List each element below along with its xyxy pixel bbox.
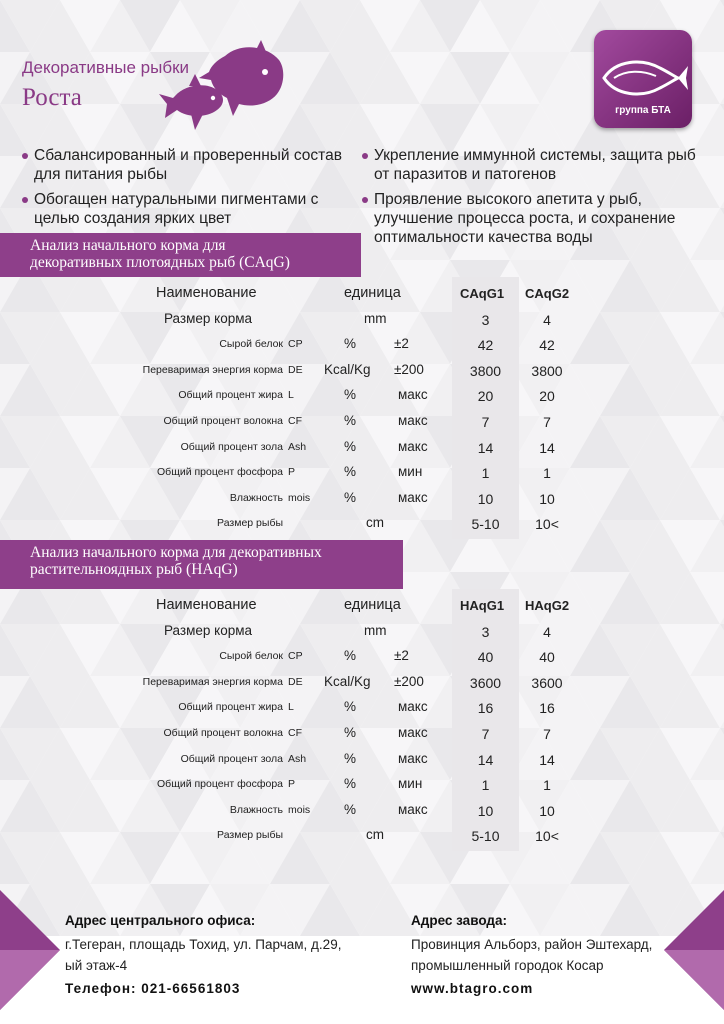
table2-row-name: Переваримая энергия корма: [142, 675, 283, 688]
table1-row-value1: 14: [477, 439, 494, 456]
table2-row-name: Общий процент жира: [178, 701, 283, 714]
table1-row-name: Размер рыбы: [217, 517, 283, 530]
table1-header-col1: CAqG1: [460, 286, 505, 301]
table1-row-tolerance: макс: [398, 387, 428, 403]
table1-row-value1: 1: [481, 465, 490, 482]
footer-left-decoration: [0, 890, 64, 1010]
table2-row-tolerance: макс: [398, 750, 428, 766]
table1-row-abbr: L: [288, 389, 294, 402]
table2-row-value1: 7: [481, 726, 490, 742]
table1-row-name: Влажность: [229, 491, 283, 504]
table1-row-name: Общий процент фосфора: [157, 466, 283, 479]
table2-row-name: Общий процент волокна: [163, 727, 283, 739]
table2-row-tolerance: макс: [398, 801, 428, 817]
table2-row-unit: %: [344, 725, 357, 740]
table1-row-value1: 3800: [469, 362, 502, 379]
table1-row-unit: Kcal/Kg: [324, 361, 371, 377]
table1-row-value2: 7: [543, 414, 551, 430]
table1-row-unit: %: [344, 438, 357, 454]
table1-row-unit: cm: [366, 515, 384, 531]
office-title: Адрес центрального офиса:: [65, 913, 256, 928]
table1-row-value1: 7: [481, 414, 490, 430]
table2-title-line1: Анализ начального корма для декоративных: [30, 544, 322, 561]
table2-row-name: Сырой белок: [219, 650, 283, 663]
table2-row-abbr: DE: [288, 675, 303, 688]
table2-title-band: [0, 540, 403, 589]
table2-row-name: Размер рыбы: [217, 829, 283, 842]
brand-subtitle: Декоративные рыбки: [22, 58, 190, 77]
table2-title-line2: растительноядных рыб (HAqG): [30, 561, 238, 578]
office-address-line2: ый этаж-4: [65, 958, 128, 973]
table1-row-abbr: mois: [288, 491, 311, 504]
table1-row-tolerance: макс: [398, 489, 428, 505]
table2-row-tolerance: мин: [398, 776, 423, 792]
footer-right-decoration: [660, 890, 724, 1010]
table2-row-value2: 14: [539, 751, 555, 768]
table2-row-name: Общий процент зола: [180, 752, 283, 765]
table2-header-name: Наименование: [156, 597, 257, 613]
table2-row-tolerance: макс: [398, 699, 428, 715]
table2-row-value2: 40: [539, 649, 555, 666]
table1-title-line2: декоративных плотоядных рыб (CAqG): [30, 254, 290, 271]
table2-row-name: Общий процент фосфора: [157, 778, 283, 791]
factory-address-line1: Провинция Альборз, район Эштехард,: [411, 937, 653, 952]
table2-row-unit: %: [344, 776, 357, 792]
table2-row-value2: 10<: [535, 828, 559, 845]
table2-row-abbr: CP: [288, 650, 303, 663]
bullet-item: Укрепление иммунной системы, защита рыб от паразитов и патогенов: [362, 146, 702, 184]
brand-title: Роста: [22, 84, 82, 111]
table2-row-value1: 14: [477, 751, 494, 768]
table1-row-abbr: DE: [288, 363, 303, 376]
table2-row-abbr: P: [288, 778, 296, 791]
table2-row-value1: 10: [477, 802, 494, 819]
office-address-line1: г.Тегеран, площадь Тохид, ул. Парчам, д.29,: [65, 937, 342, 952]
logo-label: группа БТА: [615, 105, 671, 116]
table1-row-unit: %: [344, 387, 357, 403]
table1-row-tolerance: мин: [398, 464, 423, 480]
fish-illustration-icon: [155, 38, 295, 133]
table1-row-name: Переваримая энергия корма: [142, 363, 283, 376]
office-phone: Телефон: 021-66561803: [65, 981, 241, 996]
table2-row-value2: 16: [539, 700, 555, 717]
table1-row-name: Общий процент зола: [180, 440, 283, 453]
table1-header-col2: CAqG2: [525, 286, 570, 301]
table2-row-abbr: L: [288, 701, 294, 714]
table1-row-unit: %: [344, 413, 357, 428]
bullet-item: Проявление высокого апетита у рыб, улучшение процесса роста, и сохранение оптимальности качества воды: [362, 190, 702, 247]
table1-row-abbr: CP: [288, 338, 303, 351]
table2-row-abbr: mois: [288, 803, 311, 816]
table1-row-value1: 3: [481, 311, 490, 328]
table1-row-abbr: CF: [288, 415, 302, 427]
table1-row-tolerance: ±2: [394, 336, 409, 352]
table1-row-tolerance: макс: [398, 438, 428, 454]
table2-row-value2: 10: [539, 802, 555, 819]
table1-row-value1: 42: [477, 337, 494, 354]
table1-row-value1: 20: [477, 388, 494, 405]
website-link[interactable]: www.btagro.com: [411, 981, 534, 996]
table2-row-abbr: CF: [288, 727, 302, 739]
factory-address-line2: промышленный городок Косар: [411, 958, 604, 973]
table1-row-name: Сырой белок: [219, 338, 283, 351]
table1-row-unit: %: [344, 464, 357, 480]
bullet-item: Сбалансированный и проверенный состав для питания рыбы: [22, 146, 352, 184]
table1-row-name: Размер корма: [164, 310, 253, 326]
bta-logo: [594, 30, 692, 128]
table1-title-band: [0, 233, 361, 277]
table2-header-unit: единица: [344, 597, 401, 613]
bullets-left: [22, 146, 352, 234]
table1-row-name: Общий процент волокна: [163, 415, 283, 427]
table2-row-unit: %: [344, 801, 357, 817]
table2-row-value1: 3600: [469, 674, 502, 691]
table1-row-unit: %: [344, 336, 357, 352]
table2-row-tolerance: макс: [398, 725, 428, 740]
table2-row-value1: 16: [477, 700, 494, 717]
table2-row-value2: 3600: [531, 674, 563, 691]
table2-row-tolerance: ±2: [394, 648, 409, 664]
table1-header-name: Наименование: [156, 285, 257, 301]
table1-row-value2: 3800: [531, 362, 563, 379]
table1-row-value2: 20: [539, 388, 555, 405]
table2-row-unit: cm: [366, 827, 384, 843]
table2-header-col1: HAqG1: [460, 598, 505, 613]
table1-header-unit: единица: [344, 285, 401, 301]
bullets-right: [362, 146, 702, 253]
table2-row-value1: 5-10: [471, 828, 500, 845]
table1-row-value2: 42: [539, 337, 555, 354]
table1-row-value2: 14: [539, 439, 555, 456]
table1-row-value2: 10: [539, 490, 555, 507]
table1-row-value1: 10: [477, 490, 494, 507]
factory-title: Адрес завода:: [411, 913, 507, 928]
table2-row-name: Размер корма: [164, 622, 253, 638]
table2-row-value1: 3: [481, 623, 490, 640]
table1-row-value2: 4: [543, 311, 551, 328]
table2-row-unit: %: [344, 699, 357, 715]
table1-row-unit: %: [344, 489, 357, 505]
table1-row-value1: 5-10: [471, 516, 500, 533]
table2-row-name: Влажность: [229, 803, 283, 816]
table1-row-value2: 10<: [535, 516, 559, 533]
table2-row-unit: mm: [364, 622, 387, 638]
table1-title-line1: Анализ начального корма для: [30, 237, 226, 254]
table1-row-name: Общий процент жира: [178, 389, 283, 402]
table1-row-abbr: Ash: [288, 440, 307, 453]
table2-row-value1: 1: [481, 777, 490, 794]
table2-row-value1: 40: [477, 649, 494, 666]
table1-row-value2: 1: [543, 465, 551, 482]
table2-row-value2: 7: [543, 726, 551, 742]
table2-row-value2: 1: [543, 777, 551, 794]
table2-row-value2: 4: [543, 623, 551, 640]
table2-header-col2: HAqG2: [525, 598, 570, 613]
table1-row-tolerance: ±200: [394, 361, 424, 377]
table2-row-abbr: Ash: [288, 752, 307, 765]
table2-row-unit: Kcal/Kg: [324, 673, 371, 689]
table1-row-unit: mm: [364, 310, 387, 326]
table2-row-unit: %: [344, 750, 357, 766]
table2-row-unit: %: [344, 648, 357, 664]
table1-row-abbr: P: [288, 466, 296, 479]
bullet-item: Обогащен натуральными пигментами с целью создания ярких цвет: [22, 190, 352, 228]
table2-row-tolerance: ±200: [394, 673, 424, 689]
table1-row-tolerance: макс: [398, 413, 428, 428]
